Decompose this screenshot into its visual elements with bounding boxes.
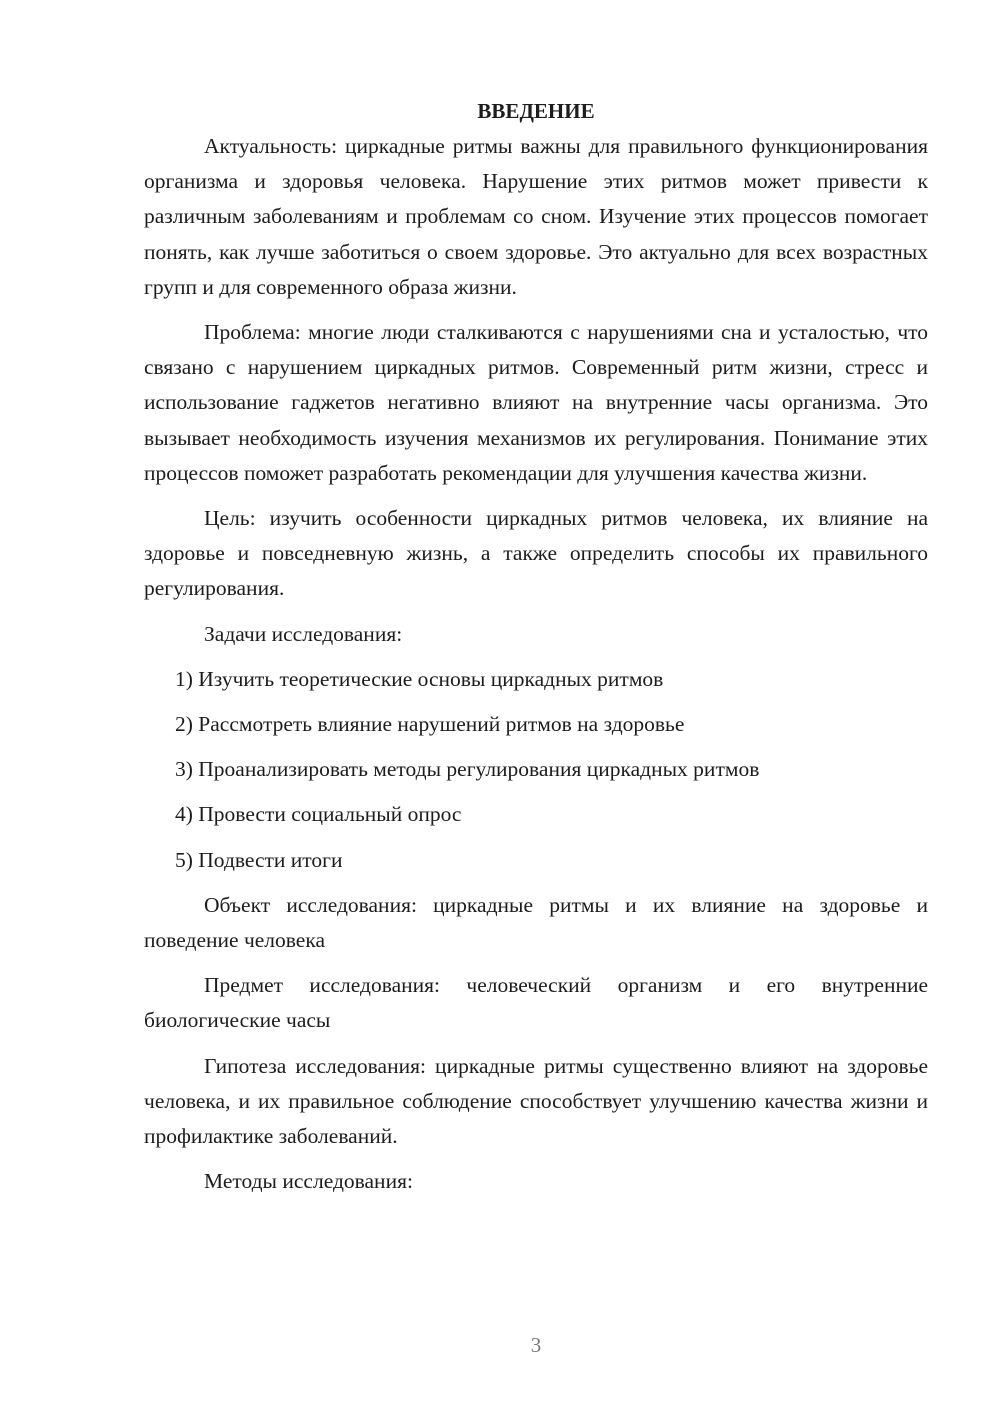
object-paragraph: Объект исследования: циркадные ритмы и их влияние на здоровье и поведение человека: [144, 892, 928, 953]
tasks-label: Задачи исследования:: [204, 621, 403, 646]
methods-label: Методы исследования:: [204, 1169, 413, 1194]
tasks-list: [144, 662, 928, 878]
task-item: 1) Изучить теоретические основы циркадных ритмов: [175, 666, 664, 691]
page-number: 3: [530, 1333, 542, 1357]
relevance-paragraph: Актуальность: циркадные ритмы важны для правильного функционирования организма и здоровья человека. Нарушение этих ритмов может привести к различным заболеваниям и проблемам со сном. Изучение этих процессов помогает понять, как лучше заботиться о своем здоровье. Это актуально для всех возрастных групп и для современного образа жизни.: [144, 134, 928, 299]
subject-paragraph: Предмет исследования: человеческий организм и его внутренние биологические часы: [144, 973, 928, 1033]
problem-paragraph: Проблема: многие люди сталкиваются с нарушениями сна и усталостью, что связано с нарушением циркадных ритмов. Современный ритм жизни, стресс и использование гаджетов негативно влияют на внутренние часы организма. Это вызывает необходимость изучения механизмов их регулирования. Понимание этих процессов поможет разработать рекомендации для улучшения качества жизни.: [144, 320, 928, 485]
goal-paragraph: Цель: изучить особенности циркадных ритмов человека, их влияние на здоровье и повседневную жизнь, а также определить способы их правильного регулирования.: [144, 506, 928, 601]
task-item: 2) Рассмотреть влияние нарушений ритмов на здоровье: [175, 712, 685, 737]
page-title: ВВЕДЕНИЕ: [477, 99, 595, 123]
task-item: 3) Проанализировать методы регулирования циркадных ритмов: [175, 757, 760, 782]
document-page: [144, 94, 928, 1209]
hypothesis-paragraph: Гипотеза исследования: циркадные ритмы существенно влияют на здоровье человека, и их правильное соблюдение способствует улучшению качества жизни и профилактике заболеваний.: [144, 1053, 928, 1149]
task-item: 4) Провести социальный опрос: [175, 802, 462, 827]
task-item: 5) Подвести итоги: [175, 847, 343, 872]
